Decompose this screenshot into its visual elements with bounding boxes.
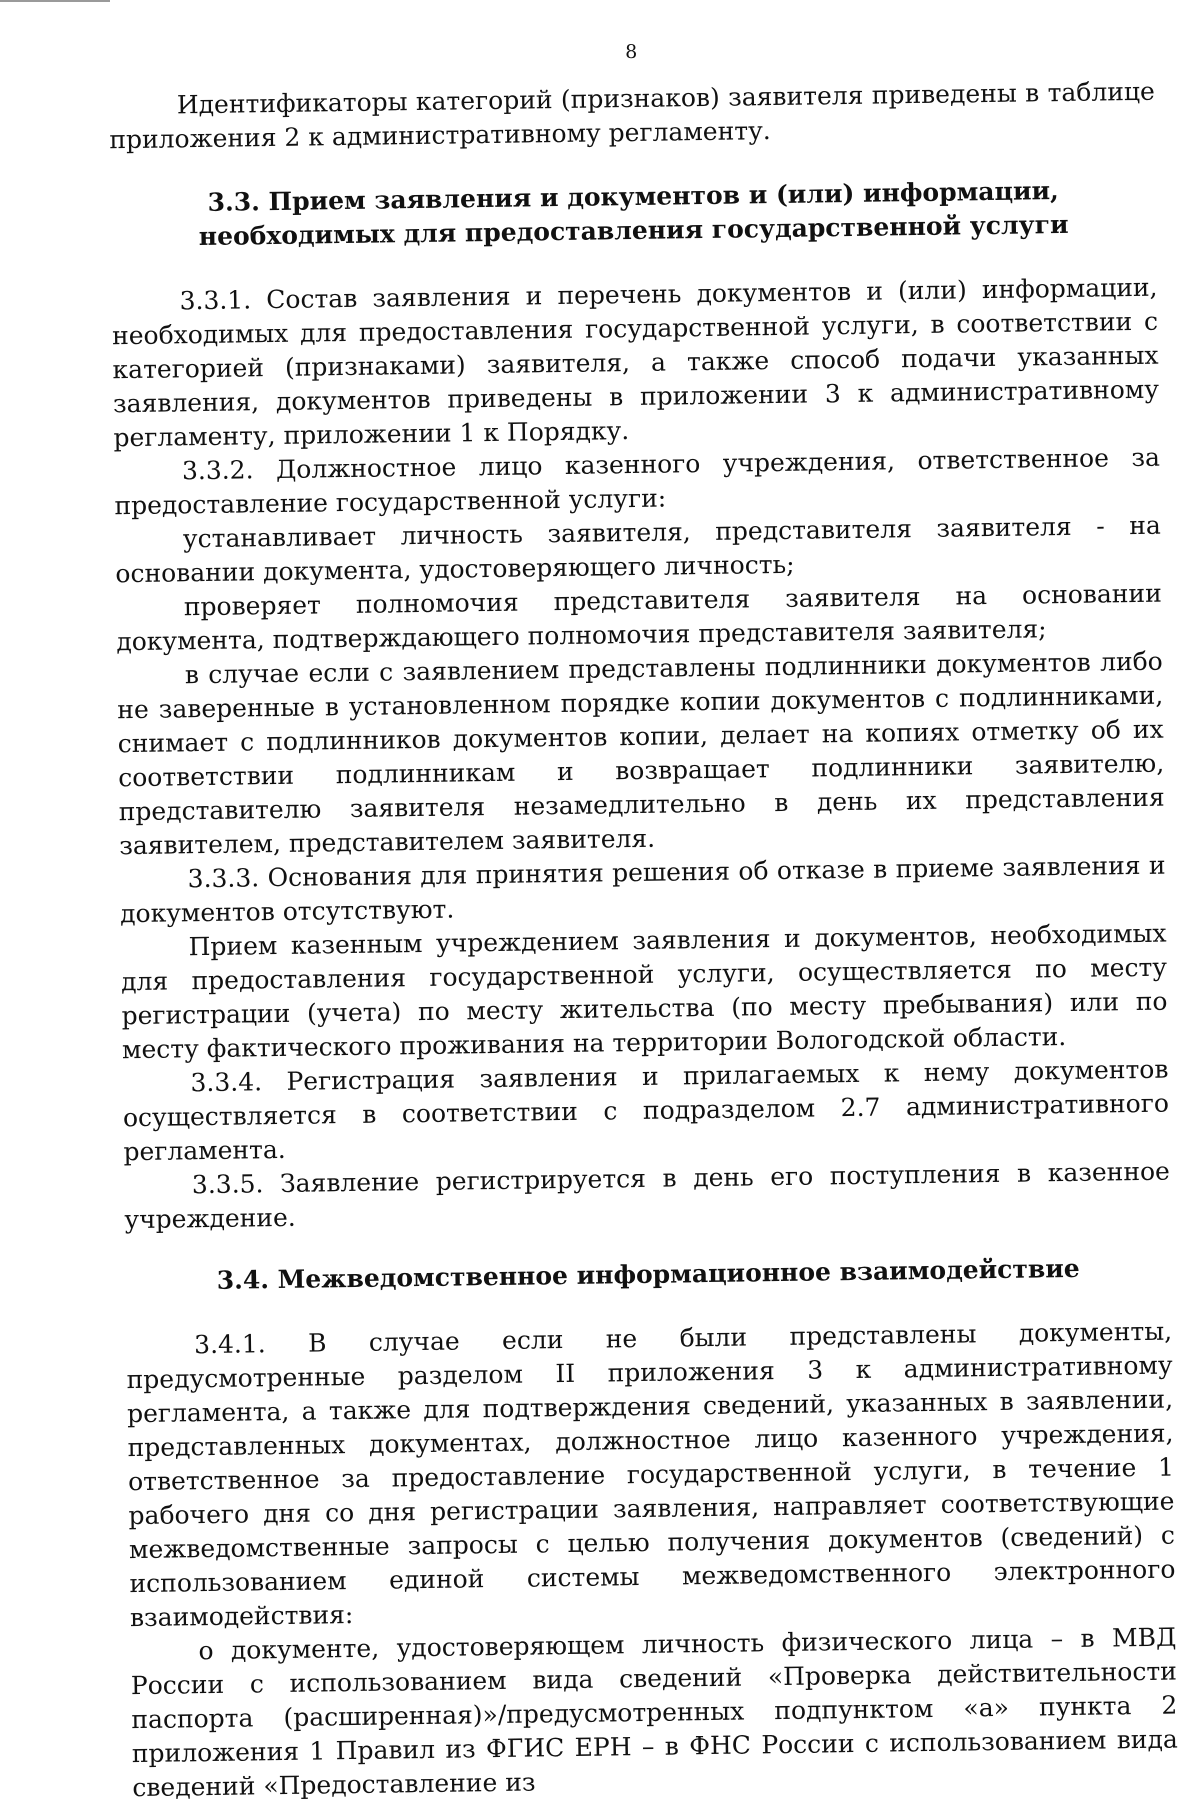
paragraph-3-3-5: 3.3.5. Заявление регистрируется в день его поступления в казенное учреждение. (124, 1156, 1171, 1235)
paragraph-3-4-1: 3.4.1. В случае если не были представлены документы, предусмотренные разделом II приложения 3 к административному регламента, а также для подтверждения сведений, указанных в заявлении, представленных документах, должностное лицо казенного учреждения, ответственное за предоставление государственной услуги, в течение 1 рабочего дня со дня регистрации заявления, направляет соответствующие межведомственные запросы с целью получения документов (сведений) с использованием единой системы межведомственного электронного взаимодействия: (126, 1316, 1176, 1633)
paragraph-authority-check: проверяет полномочия представителя заявителя на основании документа, подтверждающего полномочия представителя заявителя; (116, 578, 1162, 657)
scan-edge-mark (0, 0, 110, 2)
paragraph-3-3-3: 3.3.3. Основания для принятия решения об отказе в приеме заявления и документов отсутствуют. (119, 850, 1166, 929)
paragraph-identity-check: устанавливает личность заявителя, представителя заявителя - на основании документа, удостоверяющего личность; (115, 510, 1162, 589)
page-number: 8 (624, 40, 638, 64)
paragraph-reception-place: Прием казенным учреждением заявления и документов, необходимых для предоставления государственной услуги, осуществляется по месту регистрации (учета) по месту жительства (по месту пребывания) или по месту фактического проживания на территории Вологодской области. (120, 918, 1168, 1065)
section-heading-3-3: 3.3. Прием заявления и документов и (или) информации, необходимых для предоставления государственной услуги (198, 176, 1069, 252)
paragraph-identifiers: Идентификаторы категорий (признаков) заявителя приведены в таблице приложения 2 к административному регламенту. (109, 76, 1155, 155)
paragraph-originals-copies: в случае если с заявлением представлены подлинники документов либо не заверенные в установленном порядке копии документов с подлинниками, снимает с подлинников документов копии, делает на копиях отметку об их соответствии подлинникам и возвращает подлинники заявителю, представителю заявителя незамедлительно в день их представления заявителем, представителем заявителя. (117, 646, 1165, 861)
document-page (108, 33, 1178, 1805)
section-heading-3-4: 3.4. Межведомственное информационное взаимодействие (216, 1253, 1080, 1295)
paragraph-3-3-2: 3.3.2. Должностное лицо казенного учреждения, ответственное за предоставление государственной услуги: (114, 442, 1161, 521)
paragraph-3-3-4: 3.3.4. Регистрация заявления и прилагаемых к нему документов осуществляется в соответствии с подразделом 2.7 административного регламента. (122, 1054, 1170, 1167)
paragraph-3-3-1: 3.3.1. Состав заявления и перечень документов и (или) информации, необходимых для предоставления государственной услуги, в соответствии с категорией (признаками) заявителя, а также способ подачи указанных заявления, документов приведены в приложении 3 к административному регламенту, приложении 1 к Порядку. (111, 272, 1160, 453)
paragraph-identity-document-request: о документе, удостоверяющем личность физического лица – в МВД России с использованием вида сведений «Проверка действительности паспорта (расширенная)»/предусмотренных подпунктом «а» пункта 2 приложения 1 Правил из ФГИС ЕРН – в ФНС России с использованием вида сведений «Предоставление из (130, 1622, 1178, 1803)
